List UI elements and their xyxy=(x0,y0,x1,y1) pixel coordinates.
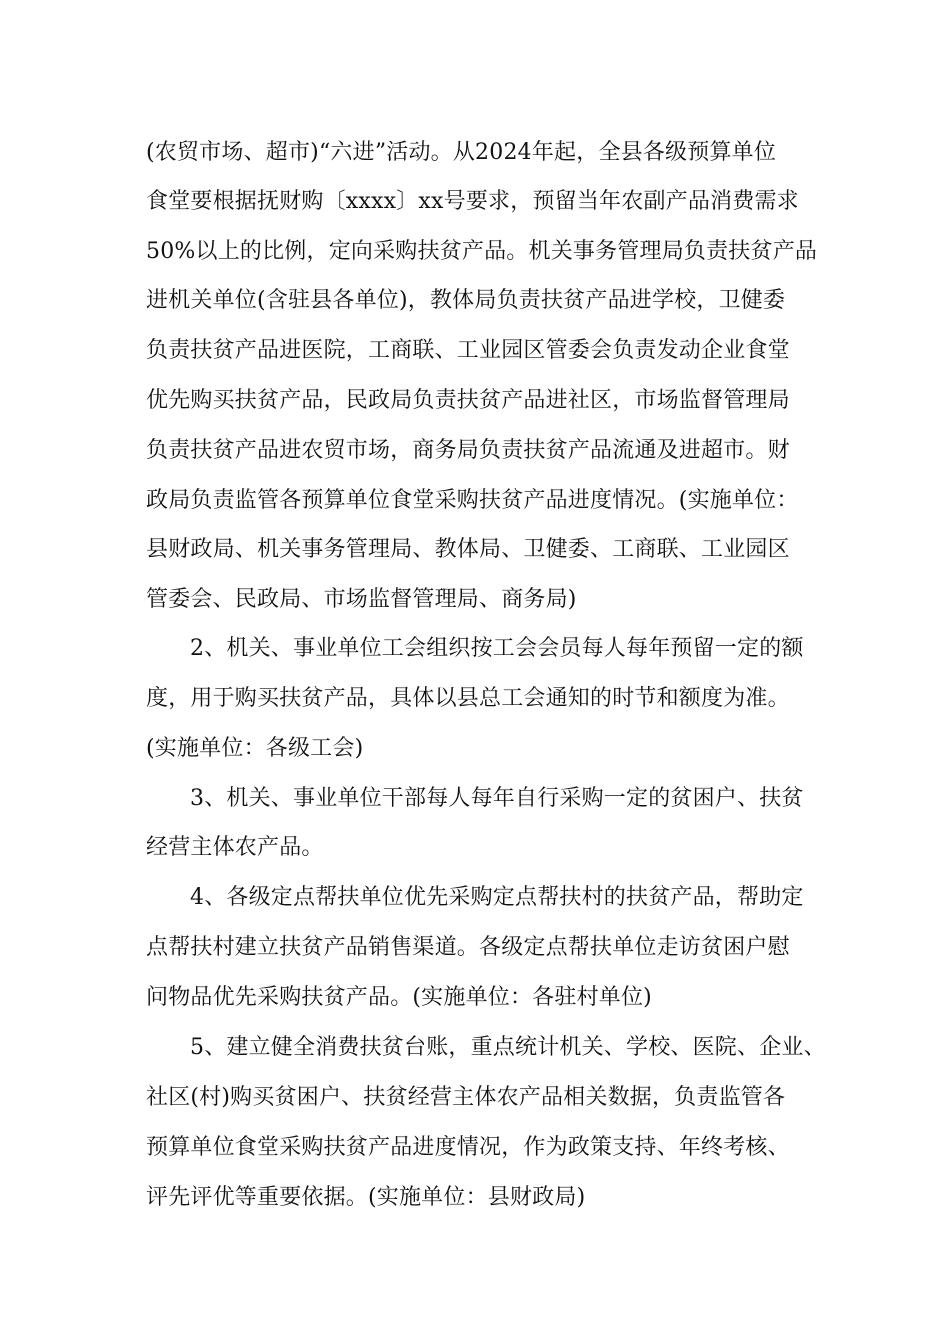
text-line: 管委会、民政局、市场监督管理局、商务局) xyxy=(146,587,577,612)
text-line: 县财政局、机关事务管理局、教体局、卫健委、工商联、工业园区 xyxy=(146,537,790,562)
text-line: 负责扶贫产品进医院，工商联、工业园区管委会负责发动企业食堂 xyxy=(146,338,790,363)
text-line: 社区(村)购买贫困户、扶贫经营主体农产品相关数据，负责监管各 xyxy=(146,1085,786,1110)
text-line: 50%以上的比例，定向采购扶贫产品。机关事务管理局负责扶贫产品 xyxy=(146,239,818,264)
paragraph-3-line: 3、机关、事业单位干部每人每年自行采购一定的贫困户、扶贫 xyxy=(190,786,804,811)
paragraph-4-line: 4、各级定点帮扶单位优先采购定点帮扶村的扶贫产品，帮助定 xyxy=(190,885,804,910)
text-line: 进机关单位(含驻县各单位)，教体局负责扶贫产品进学校，卫健委 xyxy=(146,288,786,313)
paragraph-2-line: 2、机关、事业单位工会组织按工会会员每人每年预留一定的额 xyxy=(190,636,804,661)
text-line: 经营主体农产品。 xyxy=(146,835,324,860)
text-line: (实施单位：各级工会) xyxy=(146,736,364,761)
text-line: 评先评优等重要依据。(实施单位：县财政局) xyxy=(146,1185,586,1210)
text-line: 度，用于购买扶贫产品，具体以县总工会通知的时节和额度为准。 xyxy=(146,686,790,711)
text-line: 点帮扶村建立扶贫产品销售渠道。各级定点帮扶单位走访贫困户慰 xyxy=(146,935,790,960)
text-line: 预算单位食堂采购扶贫产品进度情况，作为政策支持、年终考核、 xyxy=(146,1135,790,1160)
paragraph-5-line: 5、建立健全消费扶贫台账，重点统计机关、学校、医院、企业、 xyxy=(190,1035,826,1060)
text-line: (农贸市场、超市)“六进”活动。从2024年起，全县各级预算单位 xyxy=(146,140,777,165)
text-line: 政局负责监管各预算单位食堂采购扶贫产品进度情况。(实施单位： xyxy=(146,488,799,513)
text-line: 优先购买扶贫产品，民政局负责扶贫产品进社区，市场监督管理局 xyxy=(146,388,790,413)
text-line: 负责扶贫产品进农贸市场，商务局负责扶贫产品流通及进超市。财 xyxy=(146,438,790,463)
text-line: 问物品优先采购扶贫产品。(实施单位：各驻村单位) xyxy=(146,985,652,1010)
text-line: 食堂要根据抚财购〔xxxx〕xx号要求，预留当年农副产品消费需求 xyxy=(146,189,799,214)
